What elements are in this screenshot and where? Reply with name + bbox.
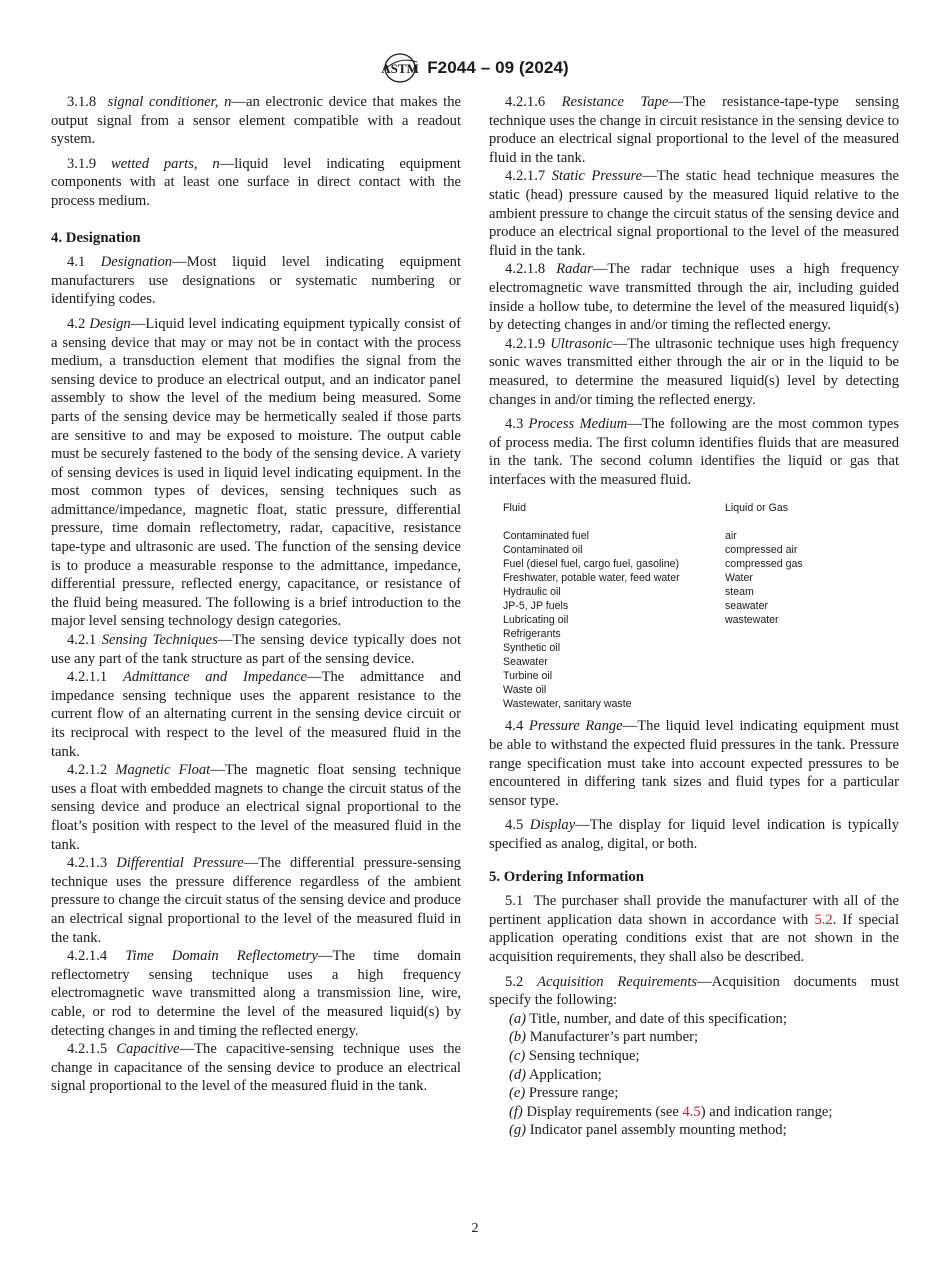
section-4-heading: 4. Designation	[51, 229, 141, 246]
table-row	[503, 599, 803, 613]
interface-cell: compressed air	[725, 544, 798, 557]
fluid-cell: Lubricating oil	[503, 614, 569, 627]
table-row	[503, 613, 803, 627]
list-item: (a) Title, number, and date of this specification;	[509, 1010, 787, 1027]
table-row	[503, 627, 803, 641]
interface-cell	[725, 655, 803, 669]
link-4-5[interactable]: 4.5	[682, 1103, 701, 1120]
interface-cell: wastewater	[725, 614, 779, 627]
fluid-cell: Refrigerants	[503, 628, 561, 641]
page-number: 2	[471, 1221, 479, 1236]
fluid-cell: JP-5, JP fuels	[503, 600, 569, 613]
interface-cell	[725, 669, 803, 683]
list-item: (g) Indicator panel assembly mounting method;	[509, 1122, 787, 1139]
list-item: (c) Sensing technique;	[509, 1047, 640, 1064]
list-item: (d) Application;	[509, 1066, 602, 1083]
clause-4-1: 4.1 Designation—Most liquid level indicating equipment manufacturers use designations or systematic numbering or identifying codes.	[51, 254, 461, 308]
clause-4-2-1-9: 4.2.1.9 Ultrasonic—The ultrasonic technique uses high frequency sonic waves transmitted either through the air or in the liquid to be measured, to determine the measured liquid(s) level by detecting changes in and/or timing the reflected energy.	[489, 335, 899, 408]
clause-4-2-1-3: 4.2.1.3 Differential Pressure—The differential pressure-sensing technique uses the pressure difference regardless of the ambient pressure to change the circuit status of the sensing device and produce an electrical signal proportional to the level of the measured fluid in the tank.	[51, 855, 461, 946]
table-row	[503, 543, 803, 557]
clause-4-2-1-6: 4.2.1.6 Resistance Tape—The resistance-tape-type sensing technique uses the change in circuit resistance in the sensing device to produce an electrical signal proportional to the level of the measured fluid in the tank.	[489, 94, 899, 166]
clause-4-4: 4.4 Pressure Range—The liquid level indicating equipment must be able to withstand the expected fluid pressures in the tank. Pressure range specification must take into account expected pressures to be encountered in differing tank sizes and fluid types for a particular sensor type.	[489, 718, 900, 809]
left-column	[51, 93, 461, 1096]
clause-4-2-1-4: 4.2.1.4 Time Domain Reflectometry—The time domain reflectometry sensing technique uses a high frequency electromagnetic wave transmitted along a transmission line, wire, cable, or rod to determine the level of the measured liquid(s) by detecting changes in and timing the reflected energy.	[51, 948, 461, 1039]
interface-cell	[725, 627, 803, 641]
clause-4-2: 4.2 Design—Liquid level indicating equipment typically consist of a sensing device that may or may not be in contact with the process medium, a transduction element that modifies the signal from the sensing device to produce an electrical output, and an indicator panel assembly to show the level of the medium being measured. Some parts of the sensing device may be hermetically sealed if those parts are sensitive to and may be exposed to moisture. The output cable must be securely fastened to the body of the sensing device. A variety of sensing devices is used in liquid level indicating equipment. In the most common types of devices, sensing techniques such as admittance/impedance, magnetic float, static pressure, differential pressure, time domain reflectometry, radar, capacitive, resistance tape-type and ultrasonic are used. The function of the sensing device is to produce a measurable response to the admittance, impedance, differential pressure, reflected energy, capacitance, or resistance of the fluid being measured. The following is a brief introduction to the major level sensing technology design categories.	[51, 315, 462, 630]
page-header	[0, 52, 950, 84]
table-row	[503, 529, 803, 543]
astm-logo-icon	[381, 52, 421, 84]
list-item: (e) Pressure range;	[509, 1085, 619, 1102]
clause-4-2-1-8: 4.2.1.8 Radar—The radar technique uses a high frequency electromagnetic wave transmitted through the air, including guided inside a hollow tube, to determine the level of the measured liquid(s) by detecting changes in and/or timing the reflected energy.	[489, 261, 899, 334]
interface-cell: steam	[725, 586, 754, 599]
right-column	[489, 93, 899, 1140]
clause-4-5: 4.5 Display—The display for liquid level indication is typically specified as analog, digital, or both.	[489, 817, 899, 853]
clause-3-1-9: 3.1.9 wetted parts, n—liquid level indicating equipment components with at least one surface in direct contact with the process medium.	[51, 155, 461, 209]
interface-cell	[725, 683, 803, 697]
clause-4-2-1: 4.2.1 Sensing Techniques—The sensing device typically does not use any part of the tank structure as part of the sensing device.	[51, 632, 461, 667]
table-row	[503, 585, 803, 599]
clause-4-2-1-1: 4.2.1.1 Admittance and Impedance—The admittance and impedance sensing technique uses the apparent resistance to the current flow of an alternating current in the sensing device circuit or its reciprocal with respect to the level of the measured fluid in the tank.	[51, 669, 461, 760]
link-5-2[interactable]: 5.2	[814, 911, 833, 928]
table-row	[503, 697, 803, 711]
fluid-cell: Freshwater, potable water, feed water	[503, 572, 680, 585]
standard-designation: F2044 – 09 (2024)	[427, 58, 569, 77]
table-row	[503, 683, 803, 697]
fluid-cell: Contaminated fuel	[503, 530, 589, 543]
list-item: (b) Manufacturer’s part number;	[509, 1029, 698, 1046]
interface-cell	[725, 697, 803, 711]
fluid-cell: Hydraulic oil	[503, 586, 561, 599]
interface-cell: seawater	[725, 600, 768, 613]
clause-4-2-1-5: 4.2.1.5 Capacitive—The capacitive-sensing technique uses the change in capacitance of the sensing device to produce an electrical signal proportional to the level of the measured fluid in the tank.	[51, 1041, 461, 1095]
fluid-cell: Contaminated oil	[503, 544, 583, 557]
clause-4-2-1-7: 4.2.1.7 Static Pressure—The static head technique measures the static (head) pressure caused by the measured liquid relative to the ambient pressure to change the circuit status of the sensing device and produce an electrical signal proportional to the level of the measured fluid in the tank.	[489, 168, 899, 259]
table-row	[503, 557, 803, 571]
table-header-fluid: Fluid	[503, 502, 526, 515]
list-item: (f) Display requirements (see 4.5) and indication range;	[509, 1103, 833, 1120]
process-media-table	[503, 501, 803, 711]
section-5-heading: 5. Ordering Information	[489, 868, 644, 885]
table-row	[503, 571, 803, 585]
clause-3-1-8: 3.1.8 signal conditioner, n—an electronic device that makes the output signal from a sensor element compatible with a readout system.	[51, 94, 461, 148]
acquisition-requirements-list	[489, 1010, 899, 1140]
clause-4-2-1-2: 4.2.1.2 Magnetic Float—The magnetic float sensing technique uses a float with embedded magnets to change the circuit status of the sensing device and produce an electrical signal proportional to the float’s position with respect to the level of the measured fluid in the tank.	[51, 762, 461, 853]
fluid-cell: Fuel (diesel fuel, cargo fuel, gasoline)	[503, 558, 680, 571]
interface-cell: compressed gas	[725, 558, 803, 571]
svg-text:ASTM: ASTM	[381, 61, 419, 76]
fluid-cell: Synthetic oil	[503, 642, 561, 655]
fluid-cell: Seawater	[503, 656, 548, 669]
fluid-cell: Turbine oil	[503, 670, 553, 683]
clause-4-3: 4.3 Process Medium—The following are the most common types of process media. The first column identifies fluids that are measured in the tank. The second column identifies the liquid or gas that interfaces with the measured fluid.	[489, 416, 899, 488]
interface-cell: Water	[725, 572, 753, 585]
clause-5-2: 5.2 Acquisition Requirements—Acquisition documents must specify the following:	[489, 973, 899, 1009]
table-row	[503, 669, 803, 683]
clause-5-1: 5.1 The purchaser shall provide the manufacturer with all of the pertinent application data shown in accordance with 5.2. If special application operating conditions exist that are not shown in the acquisition requirements, they shall also be described.	[489, 893, 899, 965]
interface-cell: air	[725, 530, 737, 543]
table-row	[503, 655, 803, 669]
fluid-cell: Waste oil	[503, 684, 547, 697]
fluid-cell: Wastewater, sanitary waste	[503, 698, 632, 711]
interface-cell	[725, 641, 803, 655]
table-row	[503, 641, 803, 655]
table-header-liquid-or-gas: Liquid or Gas	[725, 502, 789, 515]
